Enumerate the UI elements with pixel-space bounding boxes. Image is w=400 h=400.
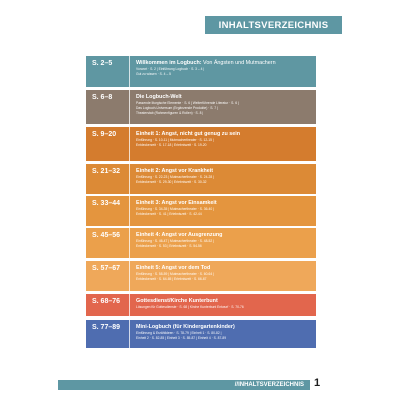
footer-label: //INHALTSVERZEICHNIS	[234, 382, 304, 388]
toc-entry-detail: Einführung & Erzählideen · S. 78-79 | Einheit 1 · S. 80-82 |	[136, 331, 222, 335]
toc-entry	[86, 320, 316, 348]
toc-entry-title-line	[136, 168, 316, 175]
toc-entry-body	[130, 196, 316, 226]
toc-entry-body	[130, 320, 316, 348]
toc-entry-pages: S. 6–8	[86, 90, 130, 124]
footer-bar	[58, 380, 310, 390]
toc-entry-detail: Passende liturgische Elemente · S. 6 | Weiterführende Literatur · S. 6 |	[136, 101, 239, 105]
toc-entry-pages: S. 2–5	[86, 56, 130, 87]
toc-entry-body	[130, 228, 316, 258]
toc-entry-detail: Entdeckerzeit · S. 64-65 | Erlebniszeit · S. 66-67	[136, 277, 207, 281]
toc-entry-detail: Entdeckerzeit · S. 53 | Erlebniszeit · S. 54-56	[136, 244, 202, 248]
toc-entry-detail: Vorwort · S. 2 | Einführung Logbuch · S. 3 – 4 |	[136, 67, 205, 71]
toc-entry-title: Einheit 5: Angst vor dem Tod	[136, 265, 211, 271]
toc-entry-title-line	[136, 324, 316, 331]
page-title: INHALTSVERZEICHNIS	[205, 16, 342, 34]
toc-entry	[86, 90, 316, 124]
toc-entry-body	[130, 56, 316, 87]
toc-entry	[86, 294, 316, 316]
toc-entry-pages: S. 21–32	[86, 164, 130, 194]
toc-entry	[86, 261, 316, 291]
toc-entry-pages: S. 68–76	[86, 294, 130, 316]
toc-entry-detail: Einheit 2 · S. 82-85 | Einheit 3 · S. 85-87 | Einheit 4 · S. 87-89	[136, 336, 227, 340]
toc-entry-detail: Lösungen für Gottesdienste · S. 68 | Kirche Kunterbunt Entwurf · S. 70-76	[136, 305, 244, 309]
toc-entry-detail: Entdeckerzeit · S. 17-18 | Erlebniszeit · S. 19-20	[136, 143, 207, 147]
toc-entry-pages: S. 57–67	[86, 261, 130, 291]
toc-entry-detail: Entdeckerzeit · S. 29-30 | Erlebniszeit · S. 30-32	[136, 180, 207, 184]
toc-entry-detail: Gut zu wissen · S. 4 – 5	[136, 72, 171, 76]
toc-entry	[86, 228, 316, 258]
toc-entry-detail: Einführung · S. 34-35 | Mutmachertheater · S. 36-40 |	[136, 207, 214, 211]
toc-entry-body	[130, 261, 316, 291]
toc-entry	[86, 127, 316, 161]
toc-entry-title: Die Logbuch-Welt	[136, 94, 182, 100]
toc-entry-title: Mini-Logbuch (für Kindergartenkinder)	[136, 324, 235, 330]
toc-entry-title: Einheit 3: Angst vor Einsamkeit	[136, 200, 217, 206]
toc-entry-detail: Einführung · S. 46-47 | Mutmachertheater · S. 48-52 |	[136, 239, 214, 243]
toc-entry-title-line	[136, 94, 316, 101]
toc-entry-title: Willkommen im Logbuch:	[136, 60, 202, 66]
toc-entry-title-line	[136, 298, 316, 305]
toc-entry-detail: Einführung · S. 10-11 | Mutmachertheater · S. 12-15 |	[136, 138, 214, 142]
toc-entry-pages: S. 45–56	[86, 228, 130, 258]
toc-entry-detail: Entdeckerzeit · S. 41 | Erlebniszeit · S. 42-44	[136, 212, 202, 216]
toc-entry-title: Einheit 1: Angst, nicht gut genug zu sein	[136, 131, 241, 137]
toc-entry-pages: S. 9–20	[86, 127, 130, 161]
toc-entry-title-line	[136, 60, 316, 67]
toc-entry-pages: S. 77–89	[86, 320, 130, 348]
toc-entry-title-line	[136, 265, 316, 272]
toc-entry-pages: S. 33–44	[86, 196, 130, 226]
toc-entry-detail: Das Logbuch-Universum (Ergänzende Produkte) · S. 7 |	[136, 106, 218, 110]
toc-entry	[86, 196, 316, 226]
toc-entry	[86, 164, 316, 194]
page-number: 1	[314, 377, 321, 389]
toc-entry-detail: Theaterstab (Rahmenfiguren & Rollen) · S. 8 |	[136, 111, 204, 115]
toc-entry-body	[130, 90, 316, 124]
toc-entry-title-line	[136, 131, 316, 138]
toc-entry-subtitle: Von Ängsten und Mutmachern	[201, 60, 276, 66]
toc-entry-detail: Einführung · S. 58-59 | Mutmachertheater · S. 60-64 |	[136, 272, 214, 276]
toc-entry-title-line	[136, 200, 316, 207]
toc-entry-title: Einheit 2: Angst vor Krankheit	[136, 168, 214, 174]
toc-entry-detail: Einführung · S. 22-23 | Mutmachertheater · S. 24-28 |	[136, 175, 214, 179]
toc-entry-title: Einheit 4: Angst vor Ausgrenzung	[136, 232, 223, 238]
toc-entry-body	[130, 294, 316, 316]
toc-entry-title: Gottesdienst/Kirche Kunterbunt	[136, 298, 218, 304]
toc-entry-body	[130, 164, 316, 194]
toc-entry-title-line	[136, 232, 316, 239]
toc-entry	[86, 56, 316, 87]
toc-entry-body	[130, 127, 316, 161]
